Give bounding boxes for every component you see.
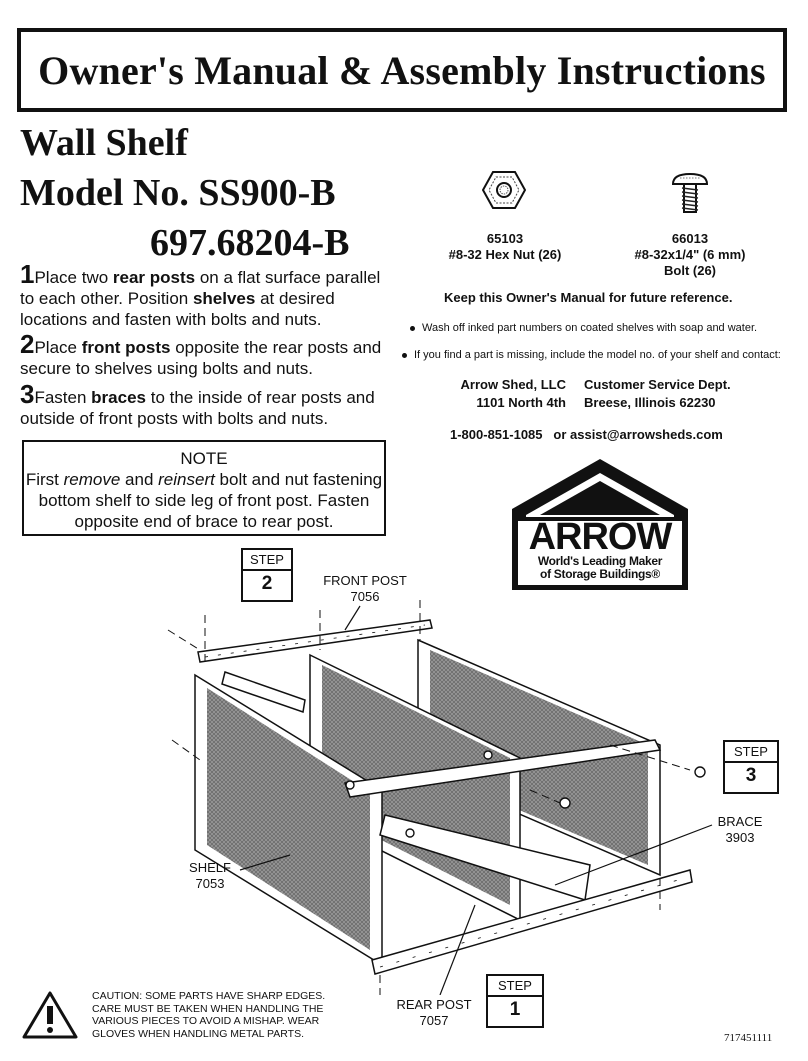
product-name: Wall Shelf (20, 122, 188, 164)
step-3-callout: STEP 3 (723, 740, 779, 794)
caution-text: CAUTION: SOME PARTS HAVE SHARP EDGES. CARE MUST BE TAKEN WHEN HANDLING THE VARIOUS PIECES TO AVOID A MISHAP. WEAR GLOVES WHEN HANDLING METAL PARTS. (92, 990, 326, 1040)
assembly-diagram (0, 540, 808, 995)
note-heading: NOTE (180, 449, 228, 468)
hex-nut-icon (482, 170, 526, 210)
note-box (22, 440, 386, 536)
label-rear-post: REAR POST 7057 (396, 997, 472, 1028)
label-front-post: FRONT POST 7056 (323, 573, 407, 604)
step-1-callout: STEP 1 (486, 974, 544, 1028)
logo-brand: ARROW (528, 516, 672, 558)
rear-post-bottom (372, 870, 692, 974)
keep-manual-text: Keep this Owner's Manual for future reference. (444, 290, 733, 305)
logo-tagline: World's Leading Maker of Storage Buildings® (537, 554, 663, 581)
step-2-callout: STEP 2 (241, 548, 293, 602)
header-title-box (17, 28, 787, 112)
alt-model-number: 697.68204-B (150, 222, 350, 264)
label-brace: BRACE 3903 (717, 814, 763, 845)
bullet-missing: If you find a part is missing, include the model no. of your shelf and contact: (402, 349, 781, 361)
bullet-wash: Wash off inked part numbers on coated shelves with soap and water. (410, 322, 757, 334)
phone-number: 1-800-851-1085 (450, 427, 543, 442)
step-2-text: 2Place front posts opposite the rear posts and secure to shelves using bolts and nuts. (20, 329, 382, 378)
document-code: 717451111 (724, 1032, 773, 1044)
page-title: Owner's Manual & Assembly Instructions (38, 47, 766, 93)
customer-service: Customer Service Dept. Breese, Illinois 62230 (584, 377, 731, 410)
note-body: First remove and reinsert bolt and nut fastening bottom shelf to side leg of front post. Fasten opposite end of brace to rear post. (25, 470, 383, 531)
part-bolt: 66013 #8-32x1/4" (6 mm) Bolt (26) (634, 231, 746, 278)
email-link[interactable]: assist@arrowsheds.com (570, 427, 723, 442)
model-number: Model No. SS900-B (20, 172, 336, 214)
part-hex-nut: 65103 #8-32 Hex Nut (26) (448, 231, 562, 262)
step-1-text: 1Place two rear posts on a flat surface parallel to each other. Position shelves at desired locations and fasten with bolts and nuts. (20, 259, 381, 329)
bolt-icon (670, 170, 710, 214)
label-shelf: SHELF 7053 (189, 860, 231, 891)
step-3-text: 3Fasten braces to the inside of rear posts and outside of front posts with bolts and nuts. (20, 379, 375, 428)
front-post-top (198, 620, 432, 662)
company-address: Arrow Shed, LLC 1101 North 4th (460, 377, 566, 410)
contact-line: 1-800-851-1085 or assist@arrowsheds.com (450, 427, 723, 442)
warning-icon (22, 990, 78, 1040)
